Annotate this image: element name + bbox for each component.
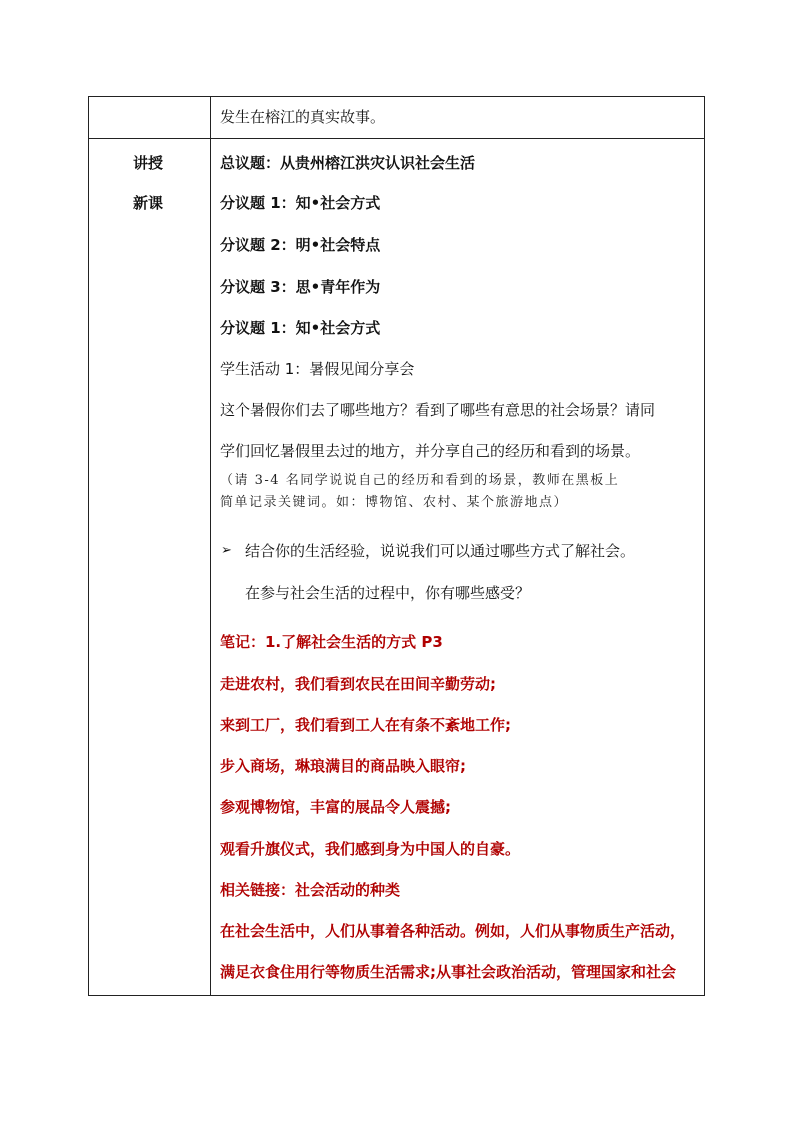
teacher-note-line1: （请 3-4 名同学说说自己的经历和看到的场景，教师在黑板上 [220,473,620,488]
notes-line-1: 走进农村，我们看到农民在田间辛勤劳动; [220,675,497,693]
activity-title: 学生活动 1：暑假见闻分享会 [220,360,415,378]
activity-prompt-line2: 学们回忆暑假里去过的地方，并分享自己的经历和看到的场景。 [220,442,641,460]
arrow-bullet-icon: ➢ [221,543,232,558]
bullet-question: 结合你的生活经验，说说我们可以通过哪些方式了解社会。 [245,542,636,560]
follow-question: 在参与社会生活的过程中，你有哪些感受？ [245,584,531,602]
notes-line-3: 步入商场，琳琅满目的商品映入眼帘; [220,757,467,775]
link-title: 相关链接：社会活动的种类 [220,881,401,899]
link-line-2: 满足衣食住用行等物质生活需求;从事社会政治活动，管理国家和社会 [220,963,677,981]
notes-line-5: 观看升旗仪式，我们感到身为中国人的自豪。 [220,840,521,858]
activity-prompt-line1: 这个暑假你们去了哪些地方？看到了哪些有意思的社会场景？请同 [220,401,656,419]
table-column-divider [210,97,211,995]
table-row-divider [89,138,704,139]
sub-topic-1: 分议题 1：知•社会方式 [220,194,381,212]
notes-title: 笔记：1.了解社会生活的方式 P3 [220,633,443,651]
lesson-plan-table [88,96,705,996]
intro-continuation: 发生在榕江的真实故事。 [220,108,386,126]
notes-line-2: 来到工厂，我们看到工人在有条不紊地工作; [220,716,512,734]
sub-topic-3: 分议题 3：思•青年作为 [220,278,381,296]
section-label-line2: 新课 [133,194,164,212]
teacher-note-line2: 简单记录关键词。如：博物馆、农村、某个旅游地点） [220,495,569,510]
notes-line-4: 参观博物馆，丰富的展品令人震撼; [220,798,452,816]
main-topic: 总议题：从贵州榕江洪灾认识社会生活 [220,154,476,172]
link-line-1: 在社会生活中，人们从事着各种活动。例如，人们从事物质生产活动， [220,922,686,940]
sub-topic-2: 分议题 2：明•社会特点 [220,236,381,254]
sub-topic-1-repeat: 分议题 1：知•社会方式 [220,319,381,337]
section-label-line1: 讲授 [133,154,164,172]
